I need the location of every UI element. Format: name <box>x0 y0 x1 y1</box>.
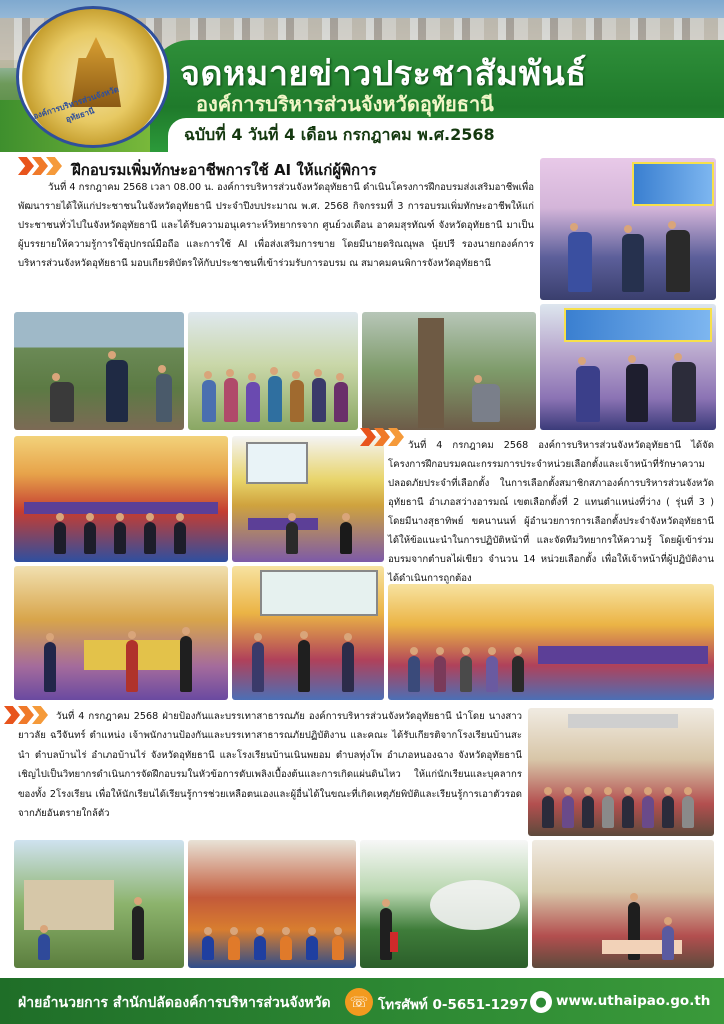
photo-phone-training <box>362 312 536 430</box>
photo-group-participants <box>188 312 358 430</box>
footer-phone[interactable]: โทรศัพท์ 0-5651-1297 <box>378 997 529 1013</box>
photo-school-group <box>528 708 714 836</box>
footer-unit-name: ฝ่ายอำนวยการ สำนักปลัดองค์การบริหารส่วนจังหวัด <box>18 995 331 1011</box>
globe-icon: ● <box>530 991 552 1013</box>
section1-body: วันที่ 4 กรกฎาคม 2568 เวลา 08.00 น. องค์การบริหารส่วนจังหวัดอุทัยธานี ดำเนินโครงการฝึกอบรมส่งเสริมอาชีพเพื่อพัฒนารายได้ให้แก่ประชาชนในจังหวัดอุทัยธานี ประจำปีงบประมาณ พ.ศ. 2568 กิจกรรมที่ 3 การอบรมเพิ่มทักษะอาชีพให้แก่ประชาชนทั่วไปในจังหวัดอุทัยธานี และได้รับความอนุเคราะห์วิทยากรจาก ศูนย์วงเดือน อาคมสุรทัณฑ์ จังหวัดอุทัยธานี มาเป็นผู้บรรยายให้ความรู้การใช้อุปกรณ์มือถือ และการใช้ AI เพื่อส่งเสริมการขาย โดยมีนายดริณณุพล นุ้ยปรี รองนายกองค์การบริหารส่วนจังหวัดอุทัยธานี มอบเกียรติบัตรให้กับประชาชนที่เข้าร่วมรับการอบรม ณ สมาคมคนพิการจังหวัดอุทัยธานี <box>18 182 534 269</box>
chevron-arrows-icon <box>18 157 66 175</box>
photo-stage-speakers <box>232 566 384 700</box>
phone-icon: ☏ <box>345 988 373 1016</box>
photo-certificate-2 <box>540 304 716 430</box>
photo-fire-extinguisher-drill <box>360 840 528 968</box>
newsletter-title: จดหมายข่าวประชาสัมพันธ์ <box>180 54 587 94</box>
organization-name: องค์การบริหารส่วนจังหวัดอุทัยธานี <box>196 92 494 116</box>
photo-certificate-1 <box>540 158 716 300</box>
footer-website-link[interactable]: www.uthaipao.go.th <box>556 993 711 1009</box>
photo-stage-presentation <box>232 436 384 562</box>
section2-body: วันที่ 4 กรกฎาคม 2568 องค์การบริหารส่วนจังหวัดอุทัยธานี ได้จัดโครงการฝึกอบรมคณะกรรมการประจำหน่วยเลือกตั้งและเจ้าหน้าที่รักษาความปลอดภัยประจำที่เลือกตั้ง ในการเลือกตั้งสมาชิกสภาองค์การบริหารส่วนจังหวัดอุทัยธานี อำเภอสว่างอารมณ์ เขตเลือกตั้งที่ 2 แทนตำแหน่งที่ว่าง ( รุ่นที่ 3 ) โดยมีนางสุธาทิพย์ ขคนานนท์ ผู้อำนวยการการเลือกตั้งประจำจังหวัดอุทัยธานี ได้ให้ข้อแนะนำในการปฏิบัติหน้าที่ และจัดทีมวิทยากรให้ความรู้ โดยผู้เข้าร่วมอบรมจากตำบลไผ่เขียว จำนวน 14 หน่วยเลือกตั้ง เพื่อให้เจ้าหน้าที่ผู้ปฏิบัติงานได้ดำเนินการถูกต้อง <box>388 440 714 584</box>
photo-students-duck-cover <box>188 840 356 968</box>
issue-date: ฉบับที่ 4 วันที่ 4 เดือน กรกฎาคม พ.ศ.2568 <box>184 125 495 144</box>
photo-hall-training <box>14 436 228 562</box>
photo-seated-audience <box>388 584 714 700</box>
photo-election-voting-practice <box>14 566 228 700</box>
section1-heading: ฝึกอบรมเพิ่มทักษะอาชีพการใช้ AI ให้แก่ผู้พิการ <box>72 161 377 179</box>
section3-body: วันที่ 4 กรกฎาคม 2568 ฝ่ายป้องกันและบรรเทาสาธารณภัย องค์การบริหารส่วนจังหวัดอุทัยธานี นำโดย นางสาวยาวลัย ฉวีจันทร์ ตำแหน่ง เจ้าพนักงานป้องกันและบรรเทาสาธารณภัยปฏิบัติงาน และคณะ ได้รับเกียรติจากโรงเรียนบ้านสะนำ ตำบลบ้านไร่ อำเภอบ้านไร่ จังหวัดอุทัยธานี และโรงเรียนบ้านเนินพยอม ตำบลทุ่งโพ อำเภอหนองฉาง จังหวัดอุทัยธานี เชิญไปเป็นวิทยากรดำเนินการจัดฝึกอบรมในหัวข้อการดับเพลิงเบื้องต้นและการเกิดแผ่นดินไหว ให้แก่นักเรียนและบุคลากรของทั้ง 2โรงเรียน เพื่อให้นักเรียนได้เรียนรู้การช่วยเหลือตนเองและผู้อื่นได้ในขณะที่เกิดเหตุภัยพิบัติและเรียนรู้การเอาตัวรอดจากภัยอันตรายใกล้ตัว <box>18 711 522 820</box>
logo-text: องค์การบริหารส่วนจังหวัดอุทัยธานี <box>32 84 120 125</box>
photo-earthquake-drill-outdoor <box>14 840 184 968</box>
photo-cpr-training <box>532 840 714 968</box>
photo-wheelchair-user <box>14 312 184 430</box>
